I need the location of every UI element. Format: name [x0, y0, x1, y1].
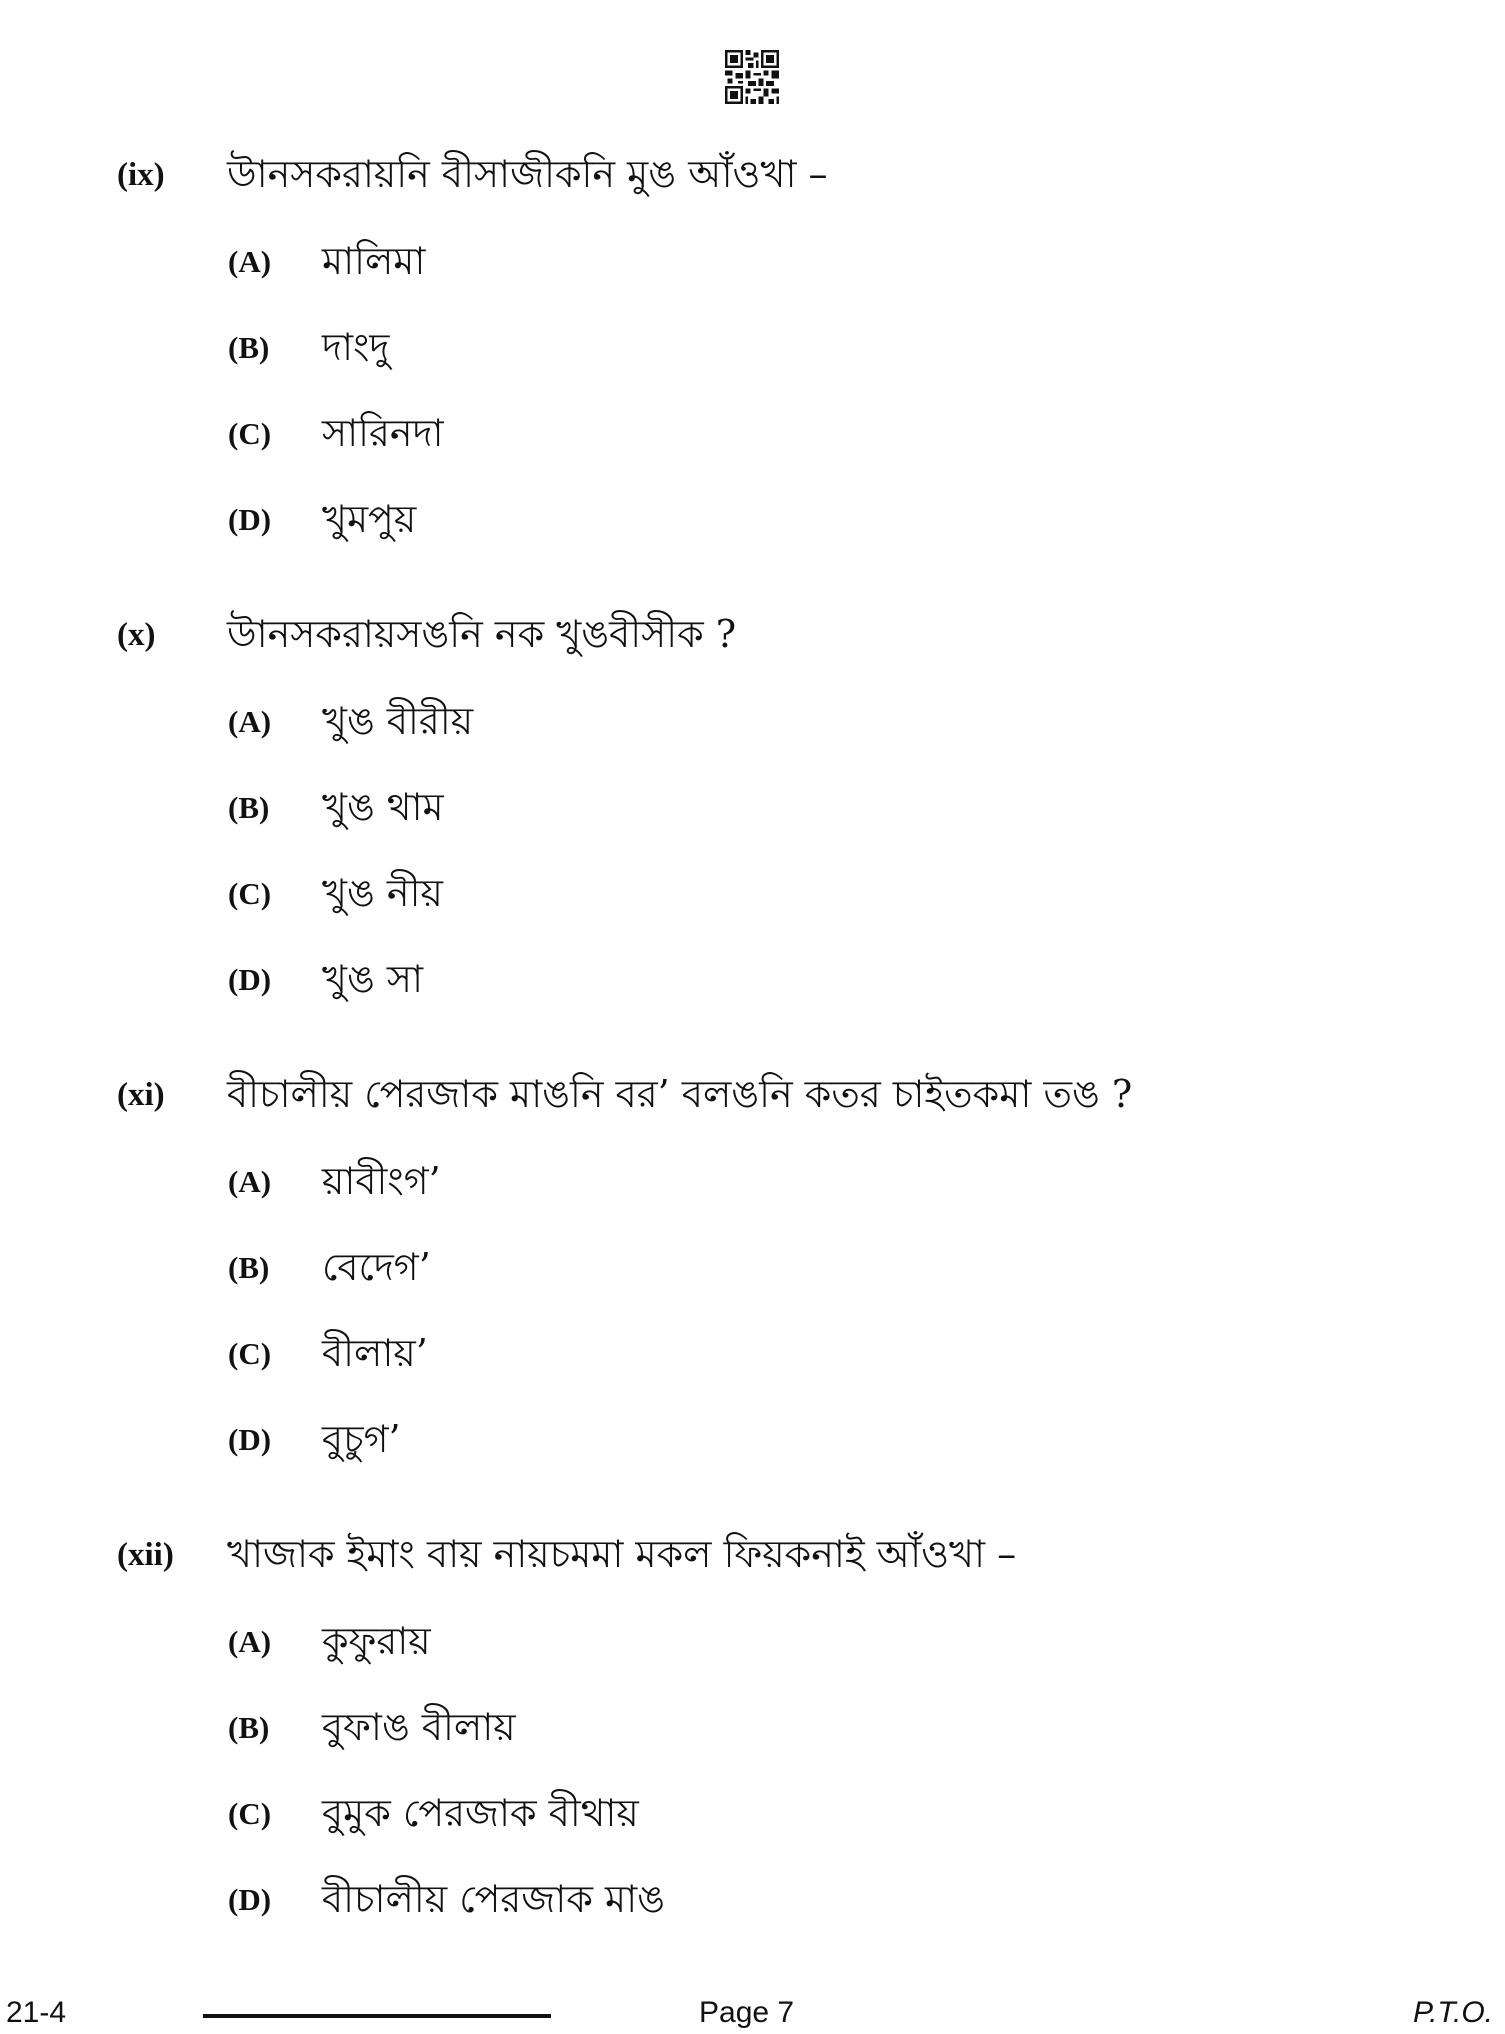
option-text: খুঙ থাম: [322, 785, 444, 829]
option-a: [0, 1152, 1505, 1212]
please-turn-over: P.T.O.: [1412, 1996, 1493, 2029]
option-letter: (D): [228, 1422, 272, 1457]
option-c: [0, 1784, 1505, 1844]
paper-code: 21-4: [6, 1996, 67, 2029]
option-letter: (B): [228, 1710, 270, 1745]
option-c: [0, 864, 1505, 924]
question-number: (xi): [117, 1077, 165, 1113]
option-text: কুফুরায়: [322, 1619, 431, 1663]
option-a: [0, 232, 1505, 292]
option-b: [0, 778, 1505, 838]
option-text: মালিমা: [322, 239, 426, 283]
option-d: [0, 1410, 1505, 1470]
option-letter: (C): [228, 416, 272, 451]
option-a: [0, 692, 1505, 752]
option-text: খুঙ নীয়: [322, 871, 443, 915]
option-text: খুঙ সা: [322, 957, 424, 1001]
option-text: বুমুক পেরজাক বীথায়: [322, 1791, 639, 1835]
question-number: (x): [117, 617, 156, 653]
question-number: (xii): [117, 1537, 174, 1573]
option-text: সারিনদা: [322, 411, 444, 455]
question-text: বীচালীয় পেরজাক মাঙনি বর’ বলঙনি কতর চাইতকমা তঙ ?: [227, 1072, 1133, 1116]
option-letter: (A): [228, 244, 272, 279]
option-d: [0, 950, 1505, 1010]
qr-code-icon: [725, 50, 779, 104]
option-letter: (C): [228, 1336, 272, 1371]
option-text: দাংদু: [322, 325, 390, 369]
option-letter: (A): [228, 1164, 272, 1199]
option-letter: (D): [228, 1882, 272, 1917]
option-letter: (B): [228, 1250, 270, 1285]
option-text: বেদেগ’: [322, 1245, 431, 1289]
option-text: য়াবীংগ’: [322, 1159, 441, 1203]
option-letter: (B): [228, 330, 270, 365]
option-text: বীলায়’: [322, 1331, 428, 1375]
option-letter: (B): [228, 790, 270, 825]
option-letter: (C): [228, 876, 272, 911]
option-letter: (A): [228, 704, 272, 739]
question-text: খাজাক ইমাং বায় নায়চমমা মকল ফিয়কনাই আঁওখা –: [227, 1532, 1017, 1576]
footer-divider: [203, 2014, 551, 2018]
question-text: উানসকরায়সঙনি নক খুঙবীসীক ?: [227, 612, 737, 656]
option-text: খুঙ বীরীয়: [322, 699, 474, 743]
option-text: বুফাঙ বীলায়: [322, 1705, 516, 1749]
page-number: Page 7: [699, 1996, 795, 2029]
page-footer: [0, 1995, 1505, 2034]
option-letter: (C): [228, 1796, 272, 1831]
option-c: [0, 1324, 1505, 1384]
option-text: খুমপুয়: [322, 497, 417, 541]
option-b: [0, 318, 1505, 378]
option-text: বুচুগ’: [322, 1417, 401, 1461]
option-d: [0, 490, 1505, 550]
option-letter: (A): [228, 1624, 272, 1659]
option-b: [0, 1238, 1505, 1298]
option-a: [0, 1612, 1505, 1672]
option-letter: (D): [228, 962, 272, 997]
option-letter: (D): [228, 502, 272, 537]
question-number: (ix): [117, 157, 165, 193]
option-b: [0, 1698, 1505, 1758]
question-text: উানসকরায়নি বীসাজীকনি মুঙ আঁওখা –: [227, 152, 828, 196]
option-text: বীচালীয় পেরজাক মাঙ: [322, 1877, 665, 1921]
option-d: [0, 1870, 1505, 1930]
option-c: [0, 404, 1505, 464]
